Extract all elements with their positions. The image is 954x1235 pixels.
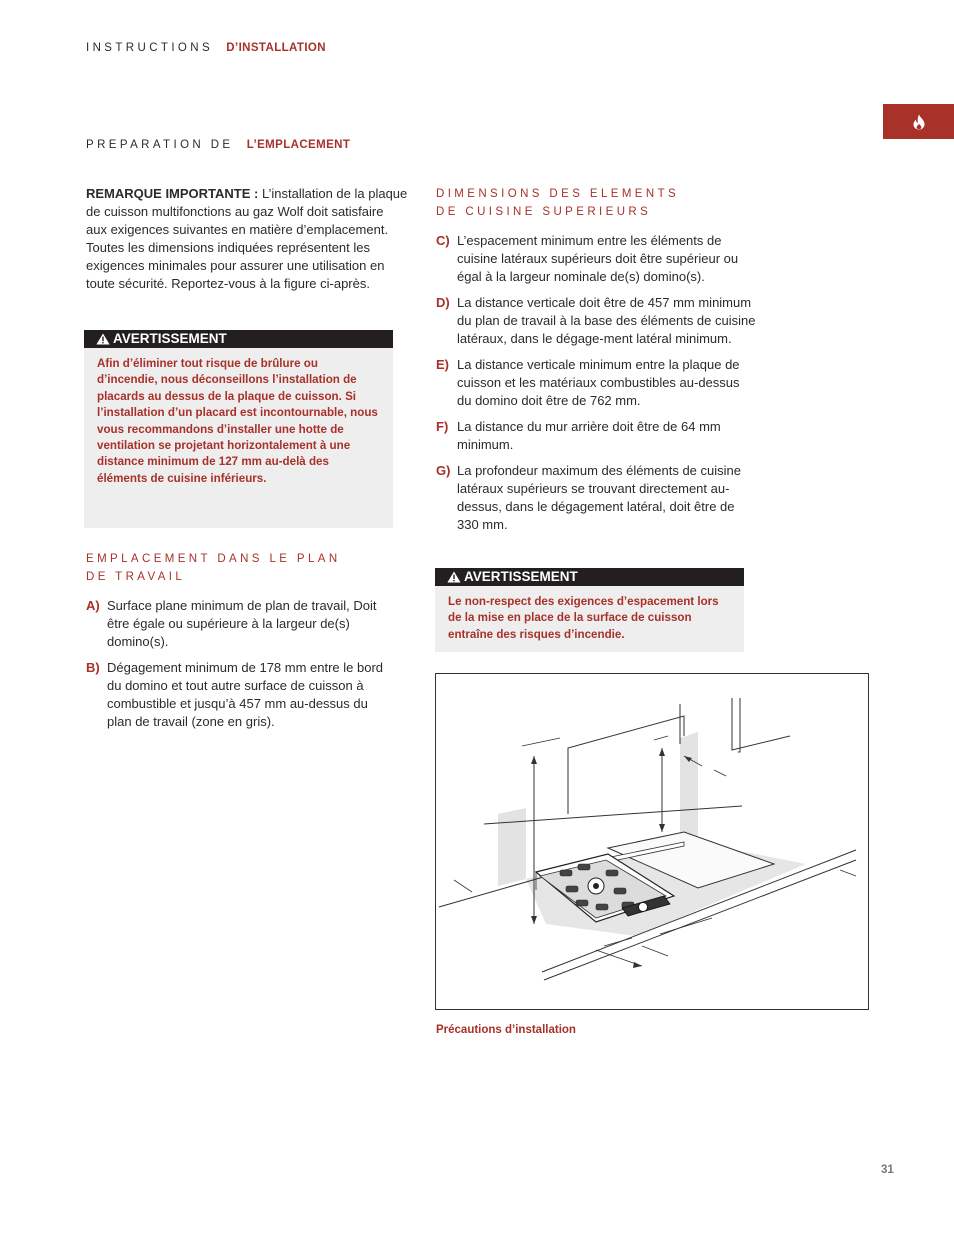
section-tab	[883, 104, 954, 139]
warning-header	[435, 568, 744, 586]
dimensions-list	[436, 232, 757, 542]
running-header-prefix: INSTRUCTIONS	[86, 42, 214, 54]
list-item-label: C)	[436, 233, 450, 248]
list-item-text: La distance verticale minimum entre la plaque de cuisson et les matériaux combustibles au-dessus du domino doit être de 762 mm.	[457, 357, 740, 408]
installation-diagram	[436, 674, 868, 1009]
warning-title: AVERTISSEMENT	[113, 331, 227, 346]
list-item	[86, 659, 386, 731]
list-item-label: B)	[86, 660, 100, 675]
list-item-label: F)	[436, 419, 449, 434]
running-header-accent: D’INSTALLATION	[226, 42, 326, 54]
intro-text: L’installation de la plaque de cuisson multifonctions au gaz Wolf doit satisfaire aux exigences suivantes en matière d’emplacement. Toutes les dimensions indiquées représentent les exigences minimales pour assurer une utilisation en toute sécurité. Reportez-vous à la figure ci-après.	[86, 186, 408, 291]
dimensions-heading	[436, 185, 679, 221]
warning-box-cabinets	[84, 330, 393, 528]
warning-box-spacing	[435, 568, 744, 652]
warning-title: AVERTISSEMENT	[464, 569, 578, 584]
list-item-text: La distance du mur arrière doit être de 64 mm minimum.	[457, 419, 721, 452]
warning-triangle-icon	[447, 571, 461, 583]
list-item	[436, 418, 757, 454]
list-item	[436, 232, 757, 286]
list-item-text: L’espacement minimum entre les éléments de cuisine latéraux supérieurs doit être supérieur ou égal à la largeur nominale de(s) domino(s).	[457, 233, 739, 284]
emplacement-list	[86, 597, 386, 739]
list-item-text: La profondeur maximum des éléments de cuisine latéraux supérieurs se trouvant directement au-dessus, dans le dégagement latéral, doit être de 330 mm.	[457, 463, 741, 532]
emplacement-heading	[86, 550, 341, 586]
dimensions-heading-line1: DIMENSIONS DES ELEMENTS	[436, 188, 680, 200]
section-heading-accent: L’EMPLACEMENT	[246, 139, 351, 151]
list-item-text: Dégagement minimum de 178 mm entre le bord du domino et tout autre surface de cuisson à combustible et jusqu’à 457 mm au-dessus du plan de travail (zone en gris).	[107, 660, 384, 729]
emplacement-heading-line2: DE TRAVAIL	[86, 571, 186, 583]
installation-figure	[435, 673, 869, 1010]
list-item	[436, 294, 757, 348]
clearance-zone-right	[680, 732, 698, 847]
emplacement-heading-line1: EMPLACEMENT DANS LE PLAN	[86, 553, 341, 565]
intro-label: REMARQUE IMPORTANTE :	[86, 186, 259, 201]
list-item-label: G)	[436, 463, 451, 478]
section-heading	[86, 139, 350, 151]
list-item-text: La distance verticale doit être de 457 mm minimum du plan de travail à la base des éléments de cuisine latéraux, dans le dégage-ment latéral minimum.	[457, 295, 756, 346]
warning-text: Le non-respect des exigences d’espacement lors de la mise en place de la surface de cuisson entraîne des risques d’incendie.	[448, 595, 719, 641]
list-item-label: A)	[86, 598, 100, 613]
flame-icon	[912, 114, 926, 130]
section-heading-prefix: PREPARATION DE	[86, 139, 234, 151]
upper-cabinet-right	[732, 698, 790, 750]
list-item-label: E)	[436, 357, 449, 372]
page-number: 31	[881, 1164, 894, 1176]
clearance-zone-left	[498, 808, 526, 886]
warning-triangle-icon	[96, 333, 110, 345]
warning-header	[84, 330, 393, 348]
warning-text: Afin d’éliminer tout risque de brûlure ou d’incendie, nous déconseillons l’installation de placards au dessus de la plaque de cuisson. Si l’installation d’un placard est incontournable, nous vous recommandons d’installer une hotte de ventilation se projetant horizontalement à une distance minimum de 127 mm au-delà des éléments de cuisine inférieurs.	[97, 357, 378, 485]
running-header	[86, 42, 326, 54]
list-item	[86, 597, 386, 651]
list-item	[436, 462, 757, 534]
list-item-text: Surface plane minimum de plan de travail, Doit être égale ou supérieure à la largeur de(s) domino(s).	[107, 598, 377, 649]
upper-cabinet-left	[568, 716, 684, 804]
intro-paragraph	[86, 185, 408, 293]
list-item	[436, 356, 757, 410]
figure-caption: Précautions d’installation	[436, 1024, 576, 1036]
dimensions-heading-line2: DE CUISINE SUPERIEURS	[436, 206, 652, 218]
list-item-label: D)	[436, 295, 450, 310]
